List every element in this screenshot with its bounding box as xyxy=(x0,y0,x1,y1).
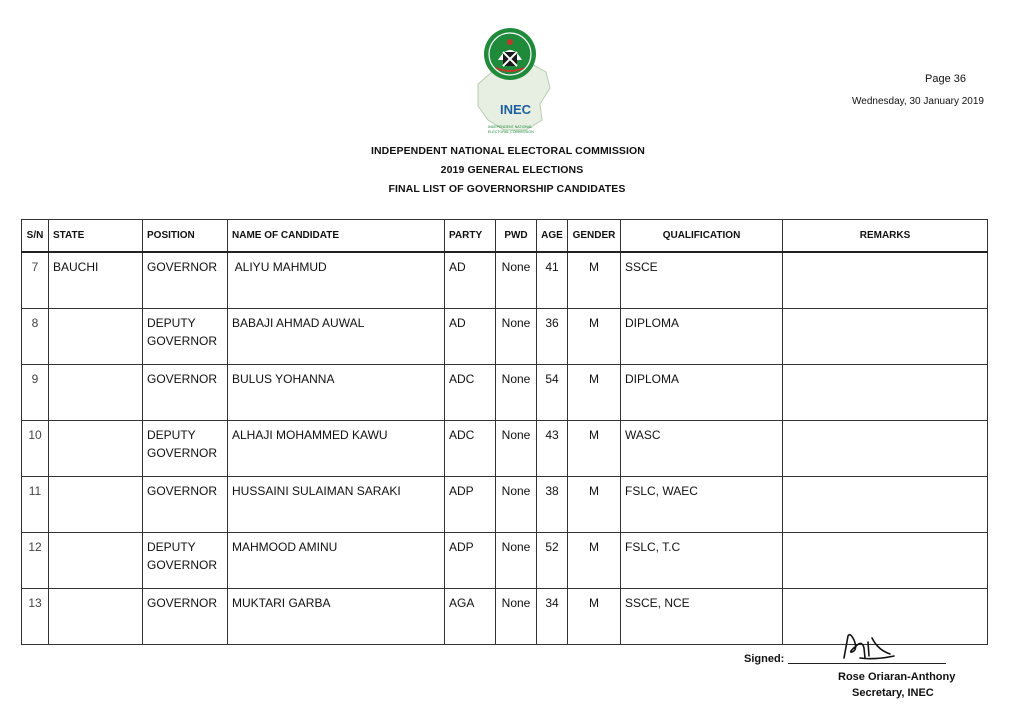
inec-logo xyxy=(470,22,554,140)
cell-age: 41 xyxy=(537,252,568,309)
cell-gender: M xyxy=(568,309,621,365)
cell-remarks xyxy=(783,477,988,533)
cell-sn: 11 xyxy=(22,477,49,533)
cell-sn: 13 xyxy=(22,589,49,645)
cell-party: AGA xyxy=(445,589,496,645)
cell-gender: M xyxy=(568,421,621,477)
table-row xyxy=(22,309,988,365)
cell-pwd: None xyxy=(496,533,537,589)
cell-age: 34 xyxy=(537,589,568,645)
cell-party: AD xyxy=(445,309,496,365)
col-remarks: REMARKS xyxy=(783,220,988,253)
cell-qualification: FSLC, WAEC xyxy=(621,477,783,533)
cell-state xyxy=(49,589,143,645)
col-position: POSITION xyxy=(143,220,228,253)
cell-gender: M xyxy=(568,533,621,589)
cell-position: DEPUTY GOVERNOR xyxy=(143,533,228,589)
cell-position: DEPUTY GOVERNOR xyxy=(143,421,228,477)
svg-text:INDEPENDENT NATIONAL: INDEPENDENT NATIONAL xyxy=(488,125,533,129)
cell-party: ADP xyxy=(445,533,496,589)
cell-name: HUSSAINI SULAIMAN SARAKI xyxy=(228,477,445,533)
col-qualification: QUALIFICATION xyxy=(621,220,783,253)
cell-name: MAHMOOD AMINU xyxy=(228,533,445,589)
table-row xyxy=(22,533,988,589)
cell-age: 36 xyxy=(537,309,568,365)
cell-pwd: None xyxy=(496,252,537,309)
cell-name: MUKTARI GARBA xyxy=(228,589,445,645)
cell-gender: M xyxy=(568,252,621,309)
cell-age: 38 xyxy=(537,477,568,533)
page-date: Wednesday, 30 January 2019 xyxy=(852,96,984,107)
table-row xyxy=(22,477,988,533)
cell-sn: 8 xyxy=(22,309,49,365)
cell-age: 54 xyxy=(537,365,568,421)
cell-state xyxy=(49,309,143,365)
page-number: Page 36 xyxy=(925,73,966,85)
col-age: AGE xyxy=(537,220,568,253)
col-sn: S/N xyxy=(22,220,49,253)
cell-qualification: FSLC, T.C xyxy=(621,533,783,589)
cell-age: 52 xyxy=(537,533,568,589)
cell-qualification: WASC xyxy=(621,421,783,477)
cell-position: GOVERNOR xyxy=(143,477,228,533)
cell-position: GOVERNOR xyxy=(143,589,228,645)
cell-remarks xyxy=(783,533,988,589)
svg-text:ELECTORAL COMMISSION: ELECTORAL COMMISSION xyxy=(488,130,534,134)
cell-name: BABAJI AHMAD AUWAL xyxy=(228,309,445,365)
signatory-name: Rose Oriaran-Anthony xyxy=(838,671,956,683)
col-pwd: PWD xyxy=(496,220,537,253)
cell-age: 43 xyxy=(537,421,568,477)
cell-gender: M xyxy=(568,589,621,645)
cell-sn: 12 xyxy=(22,533,49,589)
cell-pwd: None xyxy=(496,365,537,421)
cell-state xyxy=(49,365,143,421)
handwritten-signature xyxy=(838,628,898,664)
table-header-row xyxy=(22,220,988,253)
cell-pwd: None xyxy=(496,421,537,477)
col-party: PARTY xyxy=(445,220,496,253)
cell-remarks xyxy=(783,365,988,421)
cell-party: AD xyxy=(445,252,496,309)
cell-state: BAUCHI xyxy=(49,252,143,309)
cell-party: ADC xyxy=(445,365,496,421)
cell-sn: 10 xyxy=(22,421,49,477)
cell-qualification: DIPLOMA xyxy=(621,309,783,365)
cell-pwd: None xyxy=(496,589,537,645)
cell-party: ADP xyxy=(445,477,496,533)
col-state: STATE xyxy=(49,220,143,253)
cell-qualification: SSCE, NCE xyxy=(621,589,783,645)
table-row xyxy=(22,365,988,421)
cell-position: GOVERNOR xyxy=(143,365,228,421)
title-elections: 2019 GENERAL ELECTIONS xyxy=(440,164,584,176)
title-commission: INDEPENDENT NATIONAL ELECTORAL COMMISSION xyxy=(370,145,645,157)
document-titles xyxy=(0,142,1024,199)
table-row xyxy=(22,252,988,309)
cell-position: GOVERNOR xyxy=(143,252,228,309)
table-row xyxy=(22,421,988,477)
cell-remarks xyxy=(783,309,988,365)
cell-name: ALIYU MAHMUD xyxy=(228,252,445,309)
col-gender: GENDER xyxy=(568,220,621,253)
cell-pwd: None xyxy=(496,309,537,365)
cell-name: BULUS YOHANNA xyxy=(228,365,445,421)
cell-state xyxy=(49,421,143,477)
cell-state xyxy=(49,477,143,533)
cell-name: ALHAJI MOHAMMED KAWU xyxy=(228,421,445,477)
cell-pwd: None xyxy=(496,477,537,533)
cell-remarks xyxy=(783,252,988,309)
col-name: NAME OF CANDIDATE xyxy=(228,220,445,253)
title-list: FINAL LIST OF GOVERNORSHIP CANDIDATES xyxy=(388,183,626,195)
candidates-table xyxy=(21,219,988,645)
cell-qualification: SSCE xyxy=(621,252,783,309)
cell-party: ADC xyxy=(445,421,496,477)
cell-remarks xyxy=(783,421,988,477)
cell-gender: M xyxy=(568,477,621,533)
cell-gender: M xyxy=(568,365,621,421)
signed-label: Signed: xyxy=(744,653,785,665)
cell-position: DEPUTY GOVERNOR xyxy=(143,309,228,365)
logo-wordmark: INEC xyxy=(500,102,532,117)
cell-sn: 9 xyxy=(22,365,49,421)
cell-qualification: DIPLOMA xyxy=(621,365,783,421)
cell-state xyxy=(49,533,143,589)
cell-sn: 7 xyxy=(22,252,49,309)
signatory-title: Secretary, INEC xyxy=(852,687,934,699)
